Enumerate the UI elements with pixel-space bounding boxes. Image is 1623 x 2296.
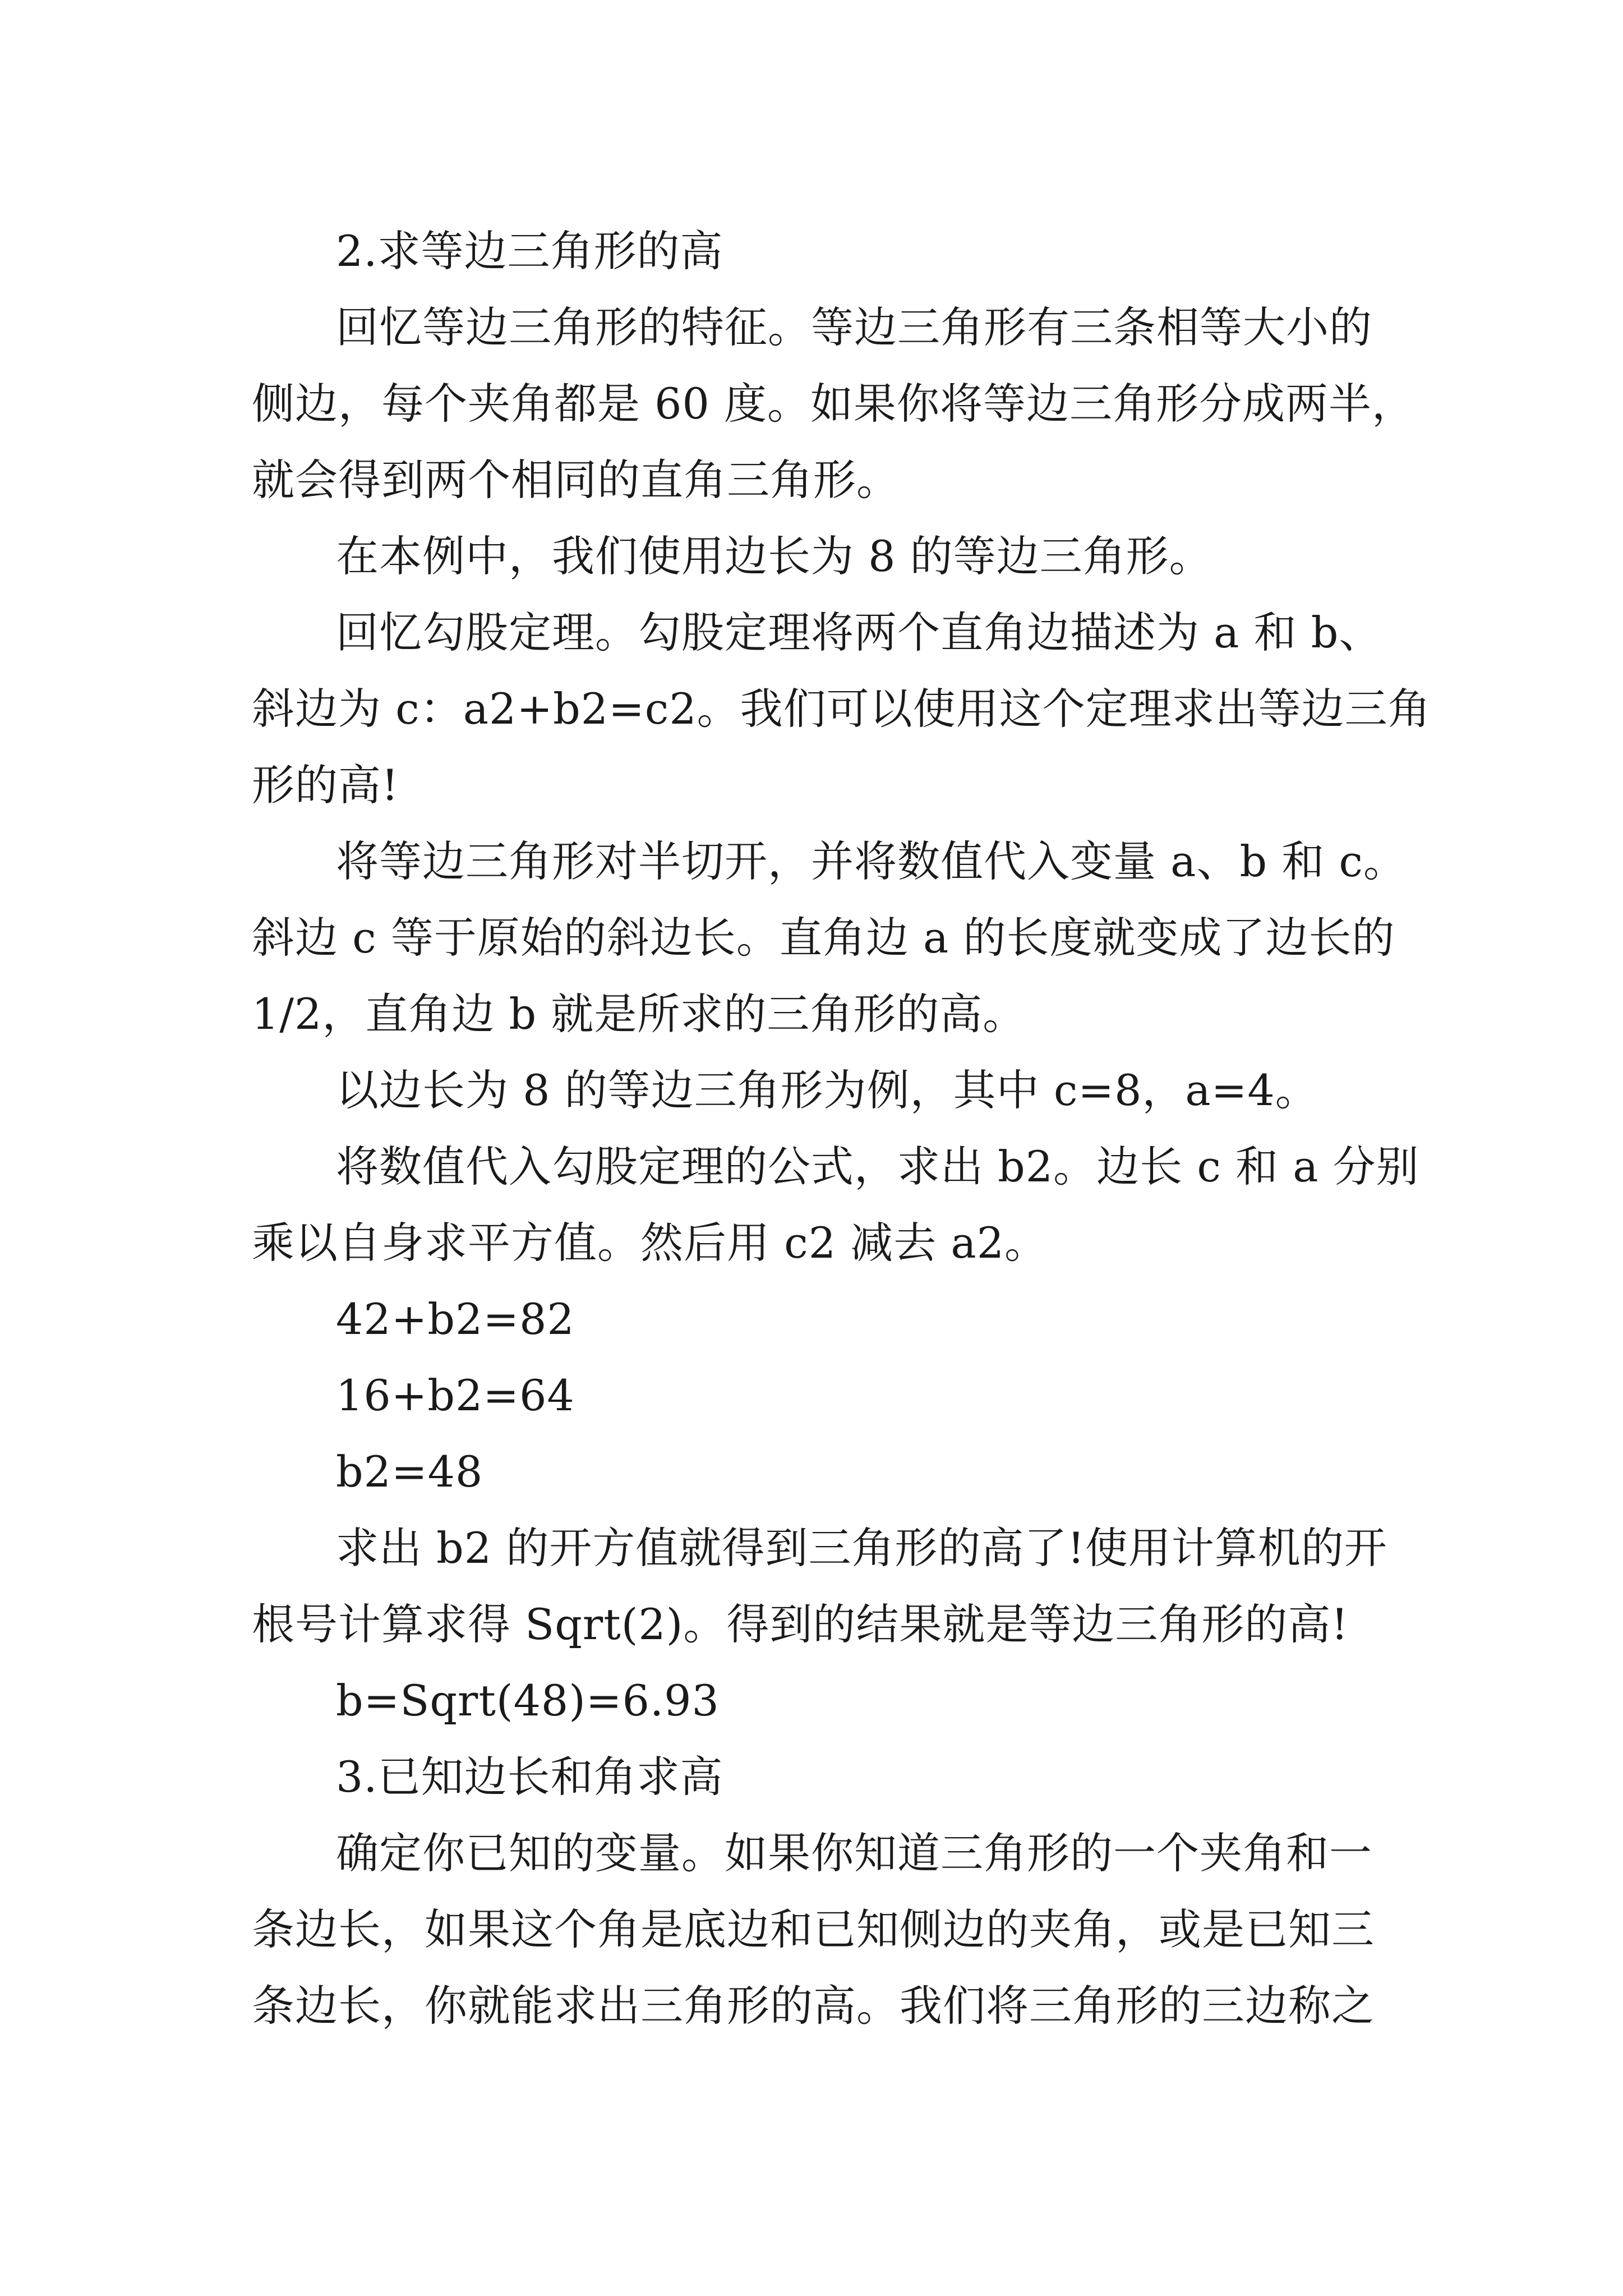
paragraph-line: 确定你已知的变量。如果你知道三角形的一个夹角和一 — [336, 1828, 1372, 1878]
paragraph-line: 求出 b2 的开方值就得到三角形的高了!使用计算机的开 — [336, 1523, 1387, 1573]
paragraph-line: 侧边，每个夹角都是 60 度。如果你将等边三角形分成两半， — [252, 379, 1415, 429]
paragraph-line: 斜边为 c：a2+b2=c2。我们可以使用这个定理求出等边三角 — [252, 684, 1431, 734]
paragraph-line: 在本例中，我们使用边长为 8 的等边三角形。 — [336, 531, 1212, 581]
paragraph-line: 斜边 c 等于原始的斜边长。直角边 a 的长度就变成了边长的 — [252, 913, 1395, 963]
equation-line: 16+b2=64 — [336, 1370, 575, 1420]
paragraph-line: 条边长，你就能求出三角形的高。我们将三角形的三边称之 — [252, 1981, 1375, 2031]
section-heading: 3.已知边长和角求高 — [336, 1752, 723, 1802]
paragraph-line: 1/2，直角边 b 就是所求的三角形的高。 — [252, 989, 1026, 1039]
paragraph-line: 将数值代入勾股定理的公式，求出 b2。边长 c 和 a 分别 — [336, 1142, 1419, 1191]
paragraph-line: 将等边三角形对半切开，并将数值代入变量 a、b 和 c。 — [336, 836, 1407, 886]
paragraph-line: 回忆勾股定理。勾股定理将两个直角边描述为 a 和 b、 — [336, 608, 1382, 657]
paragraph-line: 回忆等边三角形的特征。等边三角形有三条相等大小的 — [336, 302, 1372, 352]
paragraph-line: 就会得到两个相同的直角三角形。 — [252, 455, 900, 505]
equation-line: b=Sqrt(48)=6.93 — [336, 1676, 720, 1726]
paragraph-line: 以边长为 8 的等边三角形为例，其中 c=8，a=4。 — [336, 1065, 1318, 1115]
equation-line: b2=48 — [336, 1447, 483, 1497]
equation-line: 42+b2=82 — [336, 1294, 575, 1344]
document-body — [252, 213, 1431, 2044]
section-heading: 2.求等边三角形的高 — [336, 226, 723, 276]
paragraph-line: 条边长，如果这个角是底边和已知侧边的夹角，或是已知三 — [252, 1904, 1375, 1954]
paragraph-line: 根号计算求得 Sqrt(2)。得到的结果就是等边三角形的高! — [252, 1599, 1349, 1649]
paragraph-line: 形的高! — [252, 760, 399, 810]
paragraph-line: 乘以自身求平方值。然后用 c2 减去 a2。 — [252, 1218, 1048, 1268]
